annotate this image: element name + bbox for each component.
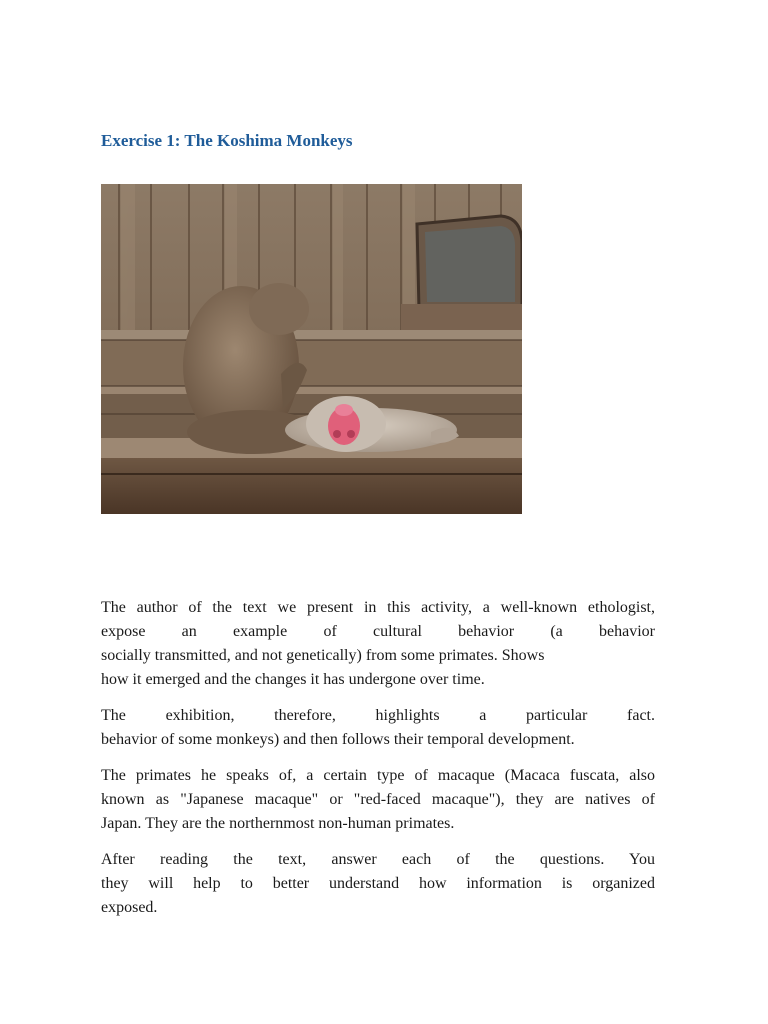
macaques-photo	[101, 184, 522, 514]
page-title: Exercise 1: The Koshima Monkeys	[101, 131, 353, 150]
body-text	[101, 596, 655, 932]
paragraph-line: The author of the text we present in this activity, a well-known ethologist,	[101, 599, 655, 616]
paragraph-line: behavior of some monkeys) and then follows their temporal development.	[101, 731, 575, 748]
paragraph-line: socially transmitted, and not genetically) from some primates. Shows	[101, 647, 545, 664]
paragraph-line: how it emerged and the changes it has undergone over time.	[101, 671, 485, 688]
paragraph-line: they will help to better understand how information is organized	[101, 875, 655, 892]
paragraph-line: known as "Japanese macaque" or "red-faced macaque"), they are natives of	[101, 791, 655, 808]
paragraph	[101, 764, 655, 836]
paragraph-line: expose an example of cultural behavior (a behavior	[101, 623, 655, 640]
paragraph-line: The primates he speaks of, a certain type of macaque (Macaca fuscata, also	[101, 767, 655, 784]
paragraph	[101, 848, 655, 920]
paragraph-line: After reading the text, answer each of the questions. You	[101, 851, 655, 868]
paragraph-line: exposed.	[101, 899, 158, 916]
paragraph-line: The exhibition, therefore, highlights a particular fact.	[101, 707, 655, 724]
paragraph	[101, 596, 655, 692]
paragraph-line: Japan. They are the northernmost non-human primates.	[101, 815, 455, 832]
paragraph	[101, 704, 655, 752]
